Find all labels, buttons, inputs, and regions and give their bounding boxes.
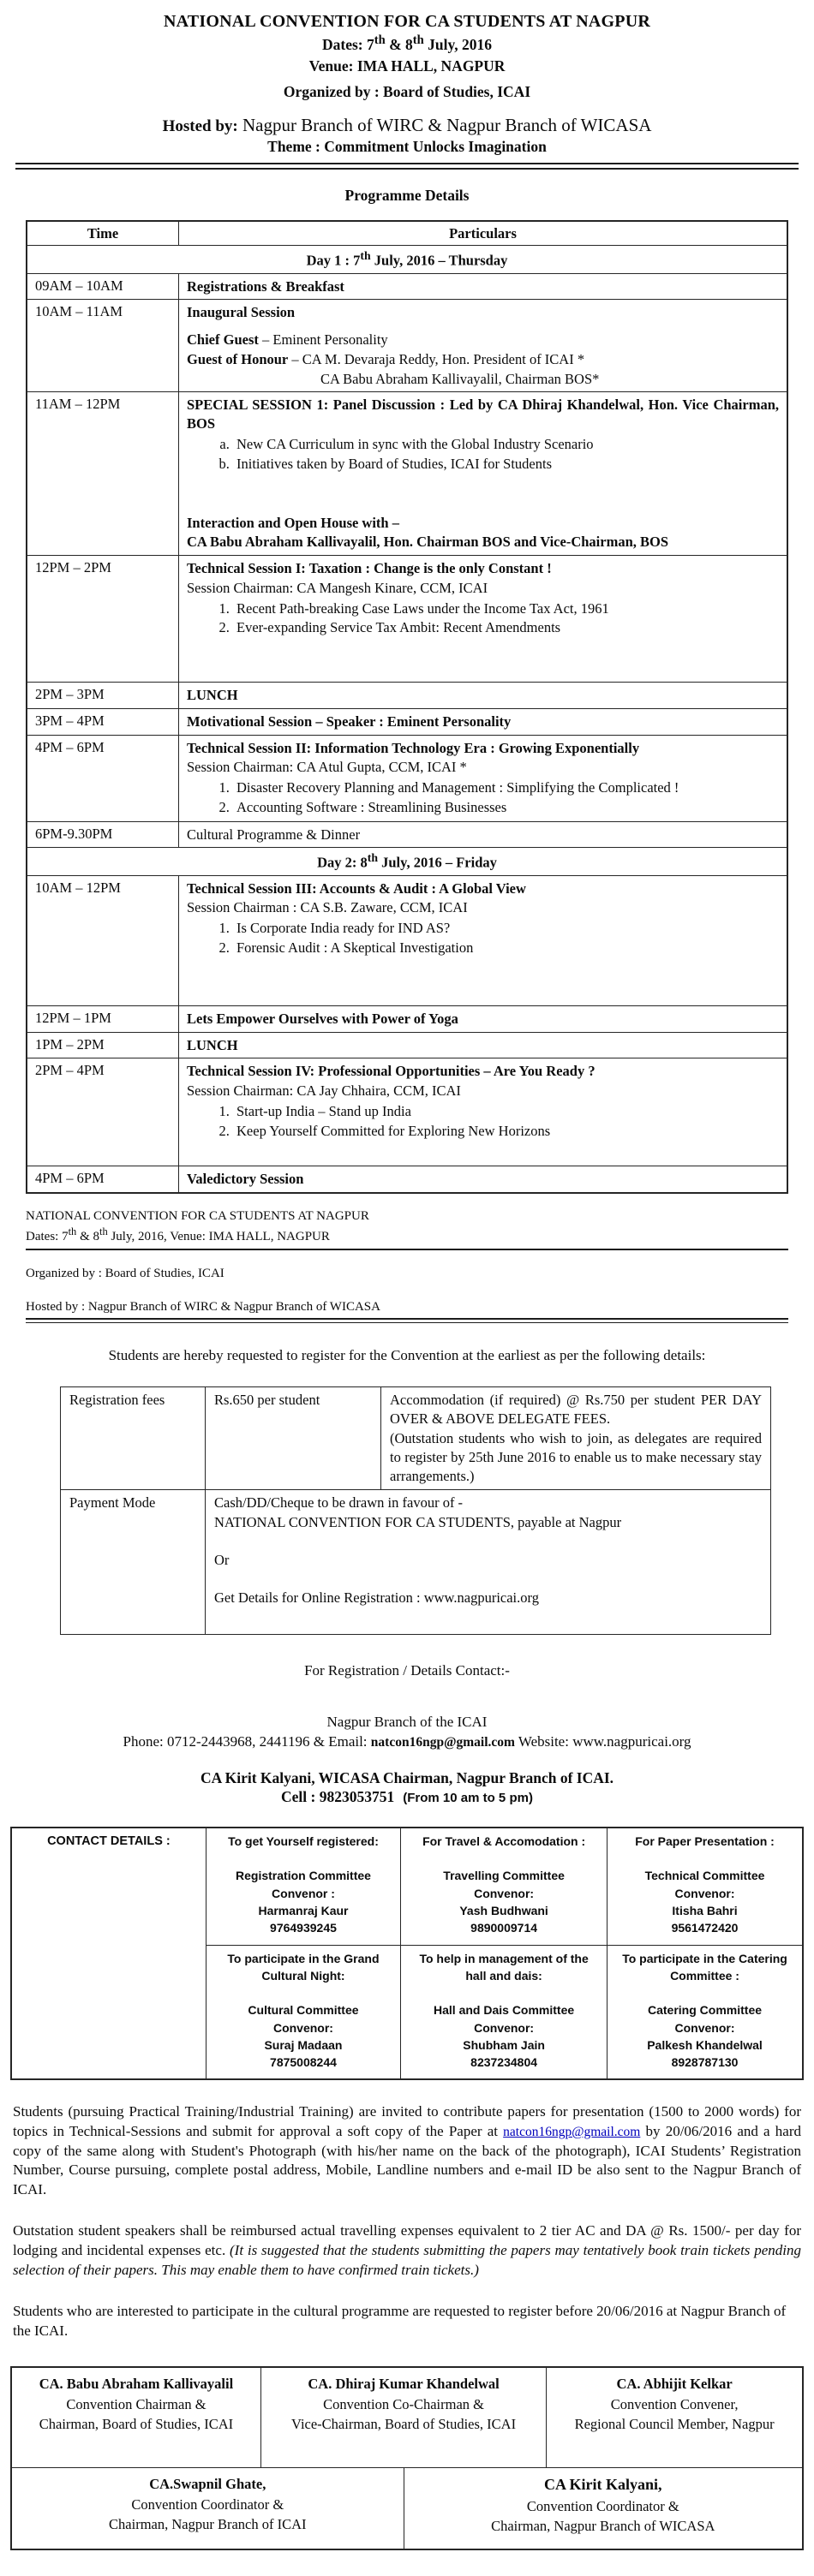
session-topic-list xyxy=(187,435,779,474)
programme-row xyxy=(27,708,787,735)
session-chairman: Session Chairman: CA Jay Chhaira, CCM, ICAI xyxy=(187,1082,461,1100)
session-title: Registrations & Breakfast xyxy=(187,277,344,295)
signatory-role: Convention Chairman & xyxy=(66,2395,206,2412)
cell-line: Cell : 9823053751 (From 10 am to 5 pm) xyxy=(281,1788,533,1806)
dates-superscript: th xyxy=(68,1225,77,1238)
spacer xyxy=(214,1532,762,1551)
session-title: Technical Session II: Information Technology Era : Growing Exponentially xyxy=(187,739,640,756)
payment-details-cell xyxy=(206,1490,771,1634)
programme-row xyxy=(27,683,787,709)
committee-name: Travelling Committee xyxy=(443,1869,565,1883)
programme-details-heading: Programme Details xyxy=(344,186,470,204)
registration-fees-row xyxy=(61,1387,771,1490)
committee-name: Catering Committee xyxy=(648,2003,763,2018)
session-title: LUNCH xyxy=(187,1036,238,1053)
programme-row xyxy=(27,735,787,821)
time-cell: 3PM – 4PM xyxy=(27,708,179,735)
programme-row xyxy=(27,875,787,1005)
convenor-name: Itisha Bahri xyxy=(672,1904,738,1918)
contact-cell-title: For Travel & Accomodation : xyxy=(422,1834,586,1849)
time-cell: 2PM – 4PM xyxy=(27,1058,179,1166)
programme-row xyxy=(27,1005,787,1032)
convenor-name: Palkesh Khandelwal xyxy=(647,2037,763,2052)
chief-guest-line: Chief Guest – Eminent Personality xyxy=(187,331,388,349)
session-topic-list xyxy=(187,1102,779,1141)
session-topic-list xyxy=(187,599,779,638)
dates-superscript: th xyxy=(412,33,424,47)
topic-item: 2. Ever-expanding Service Tax Ambit: Recent Amendments xyxy=(233,618,779,637)
topic-item: 1. Is Corporate India ready for IND AS? xyxy=(233,919,779,938)
time-cell: 6PM-9.30PM xyxy=(27,821,179,848)
venue-value: IMA HALL, NAGPUR xyxy=(353,57,506,75)
hosted-by-value: Nagpur Branch of WIRC & Nagpur Branch of WICASA xyxy=(237,114,652,135)
dates-superscript: th xyxy=(374,33,386,47)
contact-cell-title: To get Yourself registered: xyxy=(228,1834,379,1849)
topic-item: 2. Accounting Software : Streamlining Businesses xyxy=(233,798,779,817)
session-title: Lets Empower Ourselves with Power of Yoga xyxy=(187,1010,458,1027)
session-title: Technical Session III: Accounts & Audit : A Global View xyxy=(187,880,526,897)
spacer xyxy=(614,1984,795,2001)
fees-value-cell: Rs.650 per student xyxy=(206,1387,381,1490)
spacer xyxy=(187,639,779,678)
day1-superscript: th xyxy=(360,249,371,263)
convenor-phone: 9561472420 xyxy=(671,1921,739,1935)
train-ticket-note: (It is suggested that the students submitting the papers may tentatively book train tickets pending selection of their papers. This may enable them to have confirmed train tickets.) xyxy=(13,2242,801,2278)
time-cell: 10AM – 12PM xyxy=(27,875,179,1005)
time-cell: 12PM – 1PM xyxy=(27,1005,179,1032)
convenor-label: Convenor: xyxy=(474,2020,535,2035)
programme-row xyxy=(27,273,787,300)
session-chairman: Session Chairman : CA S.B. Zaware, CCM, ICAI xyxy=(187,899,468,916)
document-header xyxy=(26,12,788,156)
dates-line: Dates: 7th & 8th July, 2016 xyxy=(321,33,493,53)
particulars-cell xyxy=(179,1058,788,1166)
contact-cell-title: To participate in the Catering Committee : xyxy=(622,1951,787,1983)
registration-table xyxy=(60,1386,771,1634)
accommodation-line2: (Outstation students who wish to join, as delegates are required to register by 25th June 2016 to enable us to make necessary stay arrangements.) xyxy=(390,1429,762,1485)
spacer xyxy=(214,1570,762,1589)
convenor-name: Harmanraj Kaur xyxy=(258,1904,349,1918)
convenor-name: Shubham Jain xyxy=(463,2037,545,2052)
session-title: LUNCH xyxy=(187,687,238,704)
signatories-row1 xyxy=(11,2367,803,2468)
session-topic-list xyxy=(187,919,779,957)
topic-item: b. Initiatives taken by Board of Studies, ICAI for Students xyxy=(233,455,779,474)
session-title: Valedictory Session xyxy=(187,1171,304,1188)
time-cell: 10AM – 11AM xyxy=(27,300,179,392)
programme-row xyxy=(27,1166,787,1193)
signatory-name: CA. Abhijit Kelkar xyxy=(616,2376,733,2393)
double-rule-top xyxy=(15,163,799,170)
day2-header-row xyxy=(27,848,787,875)
programme-row xyxy=(27,821,787,848)
signatory-name: CA. Babu Abraham Kallivayalil xyxy=(39,2376,234,2393)
id-organized-line: Organized by : Board of Studies, ICAI xyxy=(26,1266,224,1280)
signatory-role: Chairman, Nagpur Branch of ICAI xyxy=(109,2515,307,2532)
convenor-phone: 9890009714 xyxy=(470,1921,538,1935)
spacer xyxy=(408,1984,600,2001)
signatory-name: CA Kirit Kalyani, xyxy=(544,2476,662,2494)
signatory-cell xyxy=(547,2367,803,2468)
time-column-header: Time xyxy=(27,221,179,246)
session-title: Cultural Programme & Dinner xyxy=(187,826,361,843)
topic-item: 1. Start-up India – Stand up India xyxy=(233,1102,779,1121)
contact-heading: For Registration / Details Contact:- xyxy=(304,1661,510,1679)
reimbursement-paragraph: Outstation student speakers shall be reimbursed actual travelling expenses equivalent to 2 tier AC and DA @ Rs. 1500/- per day for lodging and incidental expenses etc. (It is suggested that the students submitting the papers may tentatively book train tickets pending selection of their papers. This may enable them to have confirmed train tickets.) xyxy=(13,2222,801,2278)
particulars-cell xyxy=(179,1166,788,1193)
topic-item: 2. Forensic Audit : A Skeptical Investigation xyxy=(233,939,779,957)
convenor-phone: 7875008244 xyxy=(270,2055,337,2070)
email-text: natcon16ngp@gmail.com xyxy=(370,1735,515,1750)
time-cell: 4PM – 6PM xyxy=(27,1166,179,1193)
session-topic-list xyxy=(187,778,779,817)
session-title: Motivational Session – Speaker : Eminent Personality xyxy=(187,713,512,730)
contact-cell-hall xyxy=(401,1945,608,2079)
signatory-role: Chairman, Nagpur Branch of WICASA xyxy=(491,2517,715,2534)
id-hosted-line: Hosted by : Nagpur Branch of WIRC & Nagpur Branch of WICASA xyxy=(26,1299,380,1314)
signatory-role: Convention Coordinator & xyxy=(526,2497,679,2514)
accommodation-cell xyxy=(381,1387,771,1490)
signatory-role: Convention Convener, xyxy=(610,2395,739,2412)
contact-details-table xyxy=(10,1827,804,2080)
time-cell: 12PM – 2PM xyxy=(27,556,179,683)
id-dates-line: Dates: 7th & 8th July, 2016, Venue: IMA HALL, NAGPUR xyxy=(26,1225,330,1244)
spacer xyxy=(187,1142,779,1162)
signatory-cell xyxy=(404,2468,803,2550)
topic-item: 1. Recent Path-breaking Case Laws under the Income Tax Act, 1961 xyxy=(233,599,779,618)
session-title: Inaugural Session xyxy=(187,304,296,321)
programme-row xyxy=(27,1058,787,1166)
phone-line: Phone: 0712-2443968, 2441196 & Email: natcon16ngp@gmail.com Website: www.nagpuricai.org xyxy=(123,1733,691,1750)
document-id-block xyxy=(26,1208,788,1323)
contact-cell-title: To help in management of the hall and dais: xyxy=(419,1951,589,1983)
signatory-name: CA.Swapnil Ghate, xyxy=(149,2476,266,2493)
session-title: SPECIAL SESSION 1: Panel Discussion : Led by CA Dhiraj Khandelwal, Hon. Vice Chairman, BOS xyxy=(187,397,779,432)
day2-superscript: th xyxy=(367,851,378,865)
contact-cell-paper xyxy=(608,1828,803,1945)
contact-cell-title: For Paper Presentation : xyxy=(635,1834,775,1849)
cultural-registration-paragraph: Students who are interested to participate in the cultural programme are requested to register before 20/06/2016 at Nagpur Branch of the ICAI. xyxy=(13,2303,787,2339)
particulars-cell xyxy=(179,392,788,556)
payment-line2: NATIONAL CONVENTION FOR CA STUDENTS, payable at Nagpur xyxy=(214,1513,622,1530)
id-title-line: NATIONAL CONVENTION FOR CA STUDENTS AT NAGPUR xyxy=(26,1209,369,1224)
page-title: NATIONAL CONVENTION FOR CA STUDENTS AT NAGPUR xyxy=(164,12,650,31)
guest-of-honour-line2: CA Babu Abraham Kallivayalil, Chairman BOS* xyxy=(320,370,600,387)
topic-item: a. New CA Curriculum in sync with the Global Industry Scenario xyxy=(233,435,779,454)
session-chairman: Session Chairman: CA Atul Gupta, CCM, ICAI * xyxy=(187,759,467,776)
interaction-line2: CA Babu Abraham Kallivayalil, Hon. Chairman BOS and Vice-Chairman, BOS xyxy=(187,534,669,551)
time-cell: 09AM – 10AM xyxy=(27,273,179,300)
fees-label-cell: Registration fees xyxy=(61,1387,206,1490)
contact-cell-cultural xyxy=(206,1945,400,2079)
spacer xyxy=(187,959,779,1002)
hosted-by-line xyxy=(26,115,788,136)
convenor-name: Suraj Madaan xyxy=(264,2037,343,2052)
committee-name: Hall and Dais Committee xyxy=(434,2003,575,2018)
time-cell: 1PM – 2PM xyxy=(27,1032,179,1058)
registration-intro: Students are hereby requested to register for the Convention at the earliest as per the following details: xyxy=(108,1347,706,1364)
particulars-cell xyxy=(179,273,788,300)
contact-cell-travel xyxy=(401,1828,608,1945)
papers-paragraph: Students (pursuing Practical Training/Industrial Training) are invited to contribute papers for presentation (1500 to 2000 words) for topics in Technical-Sessions and submit for approval a soft copy of the Paper at natcon16ngp@gmail.com by 20/06/2016 and a hard copy of the same along with Student's Photograph (with his/her name on the back of the photograph), ICAI Students’ Registration Number, Course pursuing, complete postal address, Mobile, Landline numbers and e-mail ID be also sent to the Nagpur Branch of ICAI. xyxy=(13,2103,801,2197)
day2-header: Day 2: 8th July, 2016 – Friday xyxy=(27,848,787,875)
spacer xyxy=(187,475,779,513)
spacer xyxy=(408,1850,600,1867)
session-title: Technical Session I: Taxation : Change is the only Constant ! xyxy=(187,560,552,577)
payment-line1: Cash/DD/Cheque to be drawn in favour of - xyxy=(214,1494,464,1512)
programme-row xyxy=(27,392,787,556)
signatory-role: Vice-Chairman, Board of Studies, ICAI xyxy=(291,2415,517,2432)
particulars-cell xyxy=(179,1032,788,1058)
signatory-role: Chairman, Board of Studies, ICAI xyxy=(39,2415,234,2432)
single-rule xyxy=(26,1249,788,1250)
payment-or: Or xyxy=(214,1552,230,1568)
spacer xyxy=(213,1984,393,2001)
venue-label: Venue: xyxy=(308,57,354,75)
contact-table-row xyxy=(11,1828,803,1945)
contact-cell-title: To participate in the Grand Cultural Night: xyxy=(227,1951,380,1983)
dates-text: Dates: 7 xyxy=(321,35,374,53)
hosted-by-label: Hosted by: xyxy=(162,116,238,135)
particulars-cell xyxy=(179,556,788,683)
branch-name: Nagpur Branch of the ICAI xyxy=(326,1713,488,1730)
signatories-row2 xyxy=(11,2468,803,2550)
convenor-label: Convenor: xyxy=(474,1886,535,1900)
programme-row xyxy=(27,556,787,683)
time-cell: 11AM – 12PM xyxy=(27,392,179,556)
dates-superscript: th xyxy=(99,1225,108,1238)
signatory-cell xyxy=(11,2468,404,2550)
convenor-phone: 8928787130 xyxy=(671,2055,739,2070)
payment-line3: Get Details for Online Registration : www.nagpuricai.org xyxy=(214,1589,539,1607)
theme-line: Theme : Commitment Unlocks Imagination xyxy=(267,137,547,155)
cell-hours: (From 10 am to 5 pm) xyxy=(403,1791,533,1806)
committee-name: Registration Committee xyxy=(236,1869,371,1883)
convenor-phone: 8237234804 xyxy=(470,2055,538,2070)
organized-by-line: Organized by : Board of Studies, ICAI xyxy=(283,82,531,100)
spacer xyxy=(187,323,779,330)
convenor-name: Yash Budhwani xyxy=(459,1904,548,1918)
convenor-phone: 9764939245 xyxy=(270,1921,337,1935)
programme-table xyxy=(26,220,788,1195)
payment-mode-row xyxy=(61,1490,771,1634)
venue-line xyxy=(26,56,788,77)
committee-name: Technical Committee xyxy=(644,1869,765,1883)
signatory-role: Convention Coordinator & xyxy=(131,2496,284,2513)
convenor-label: Convenor: xyxy=(674,2020,735,2035)
particulars-cell xyxy=(179,735,788,821)
convenor-label: Convenor: xyxy=(674,1886,735,1900)
particulars-cell xyxy=(179,821,788,848)
signatories-table xyxy=(10,2366,804,2550)
contact-cell-catering xyxy=(608,1945,803,2079)
particulars-cell xyxy=(179,1005,788,1032)
spacer xyxy=(214,1608,762,1631)
particulars-cell xyxy=(179,708,788,735)
topic-item: 2. Keep Yourself Committed for Exploring New Horizons xyxy=(233,1122,779,1141)
topic-item: 1. Disaster Recovery Planning and Management : Simplifying the Complicated ! xyxy=(233,778,779,797)
email-link[interactable]: natcon16ngp@gmail.com xyxy=(503,2125,641,2139)
payment-label-cell: Payment Mode xyxy=(61,1490,206,1634)
signatory-role: Convention Co-Chairman & xyxy=(323,2395,484,2412)
signatory-cell xyxy=(260,2367,546,2468)
particulars-cell xyxy=(179,300,788,392)
particulars-cell xyxy=(179,875,788,1005)
day1-header-row xyxy=(27,246,787,273)
interaction-line: Interaction and Open House with – xyxy=(187,514,399,531)
time-cell: 2PM – 3PM xyxy=(27,683,179,709)
programme-row xyxy=(27,300,787,392)
contact-cell-registration xyxy=(206,1828,400,1945)
time-cell: 4PM – 6PM xyxy=(27,735,179,821)
programme-row xyxy=(27,1032,787,1058)
accommodation-line1: Accommodation (if required) @ Rs.750 per student PER DAY OVER & ABOVE DELEGATE FEES. xyxy=(390,1392,762,1428)
convenor-label: Convenor : xyxy=(272,1886,335,1900)
guest-of-honour-line: Guest of Honour – CA M. Devaraja Reddy, Hon. President of ICAI * xyxy=(187,350,585,367)
spacer xyxy=(213,1850,393,1867)
programme-header-row xyxy=(27,221,787,246)
spacer xyxy=(614,1850,795,1867)
day1-header: Day 1 : 7th July, 2016 – Thursday xyxy=(27,246,787,273)
convenor-label: Convenor: xyxy=(272,2020,333,2035)
session-chairman: Session Chairman: CA Mangesh Kinare, CCM, ICAI xyxy=(187,579,488,596)
session-title: Technical Session IV: Professional Opportunities – Are You Ready ? xyxy=(187,1063,596,1080)
particulars-cell xyxy=(179,683,788,709)
contact-details-label: CONTACT DETAILS : xyxy=(11,1828,206,2079)
particulars-column-header: Particulars xyxy=(179,221,788,246)
signatory-cell xyxy=(11,2367,260,2468)
signatory-name: CA. Dhiraj Kumar Khandelwal xyxy=(308,2376,500,2393)
double-rule-bottom xyxy=(26,1318,788,1323)
signatory-role: Regional Council Member, Nagpur xyxy=(574,2415,775,2432)
wicasa-chairman-line: CA Kirit Kalyani, WICASA Chairman, Nagpur Branch of ICAI. xyxy=(200,1769,614,1787)
committee-name: Cultural Committee xyxy=(248,2003,359,2018)
